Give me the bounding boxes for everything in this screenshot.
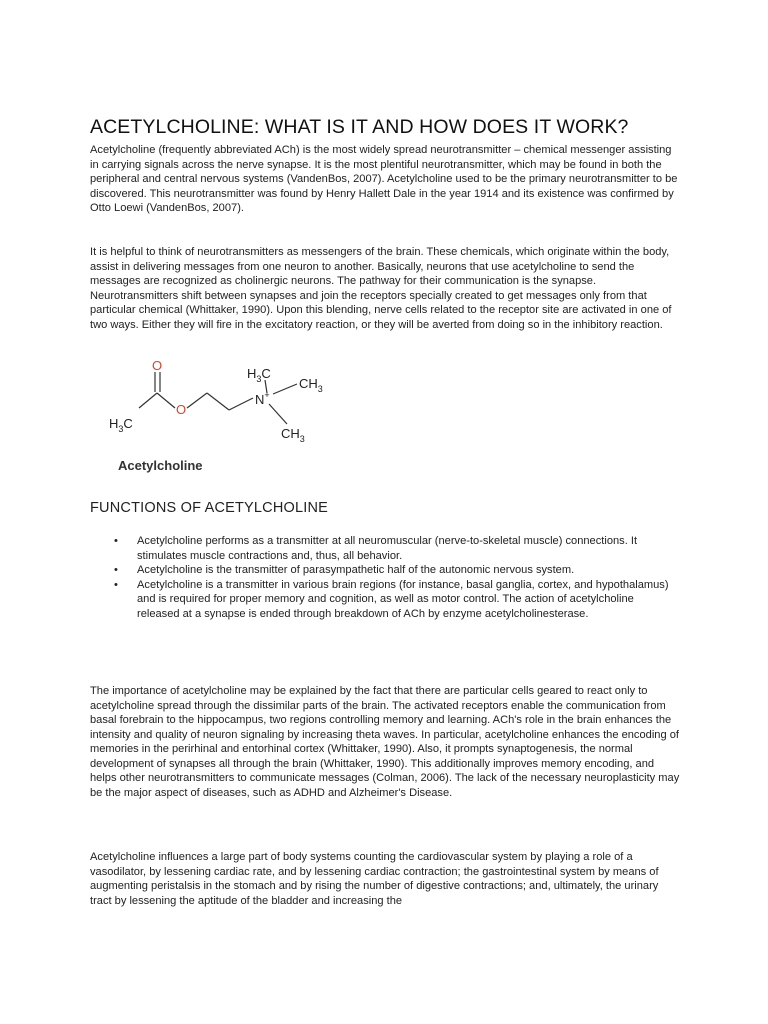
methyl-bottom-label: $CH_3$ <box>281 426 305 444</box>
bond-n-methyl-right <box>273 384 297 394</box>
bond-n-methyl-bottom <box>269 404 287 424</box>
list-item: • Acetylcholine is the transmitter of parasympathetic half of the autonomic nervous system. <box>114 564 575 576</box>
bond-ch2-nitrogen <box>229 398 253 410</box>
methyl-left-label: $H_3C$ <box>109 416 133 434</box>
oxygen-carbonyl-label: O <box>151 358 163 373</box>
oxygen-ester-label: O <box>175 402 187 417</box>
bond-carbon-oxygen <box>157 393 175 408</box>
page-title: ACETYLCHOLINE: WHAT IS IT AND HOW DOES IT WORK? <box>90 116 629 138</box>
list-item: • Acetylcholine is a transmitter in various brain regions (for instance, basal ganglia, cortex, and hypothalamus) and is required for proper memory and cognition, as well as motor control. The action of acetylcholine released at a synapse is ended through breakdown of ACh by enzyme acetylcholinesterase. <box>114 578 669 620</box>
figure-caption: Acetylcholine <box>118 458 203 473</box>
functions-list <box>114 534 674 621</box>
bond-ch2-ch2 <box>207 393 229 410</box>
paragraph-intro: Acetylcholine (frequently abbreviated ACh) is the most widely spread neurotransmitter – chemical messenger assisting in carrying signals across the nerve synapse. It is the most plentiful neurotransmitter, which may be found in both the peripheral and central nervous systems (VandenBos, 2007). Acetylcholine used to be the primary neurotransmitter to be discovered. This neurotransmitter was found by Henry Hallett Dale in the year 1914 and its existence was confirmed by Otto Loewi (VandenBos, 2007). <box>90 144 678 214</box>
list-item: • Acetylcholine performs as a transmitter at all neuromuscular (nerve-to-skeletal muscle) connections. It stimulates muscle contractions and, thus, all behavior. <box>114 535 638 562</box>
bullet-icon: • <box>114 535 118 547</box>
bond-oxygen-ch2 <box>187 393 207 408</box>
methyl-top-label: $H_3C$ <box>247 366 271 384</box>
nitrogen-label: N+ <box>255 390 270 407</box>
paragraph-importance: The importance of acetylcholine may be explained by the fact that there are particular cells geared to react only to acetylcholine spread through the dissimilar parts of the brain. The activated receptors enable the communication from basal forebrain to the hippocampus, two regions controlling memory and learning. ACh's role in the brain enhances the intensity and quality of neuron signaling by increasing theta waves. In particular, acetylcholine enhances the encoding of memories in the perirhinal and entorhinal cortex (Whittaker, 1990). Also, it prompts synaptogenesis, the normal development of synapses all through the brain (Whittaker, 1990). This additionally improves memory encoding, and helps other neurotransmitters to communicate messages (Colman, 2006). The lack of the necessary neuroplasticity may be the major aspect of diseases, such as ADHD and Alzheimer's Disease. <box>90 685 680 799</box>
bullet-icon: • <box>114 578 118 591</box>
functions-heading: FUNCTIONS OF ACETYLCHOLINE <box>90 500 329 516</box>
atom-methyl-left-data: H3C <box>1 258 4 259</box>
methyl-right-label: $CH_3$ <box>299 376 323 394</box>
paragraph-messengers: It is helpful to think of neurotransmitters as messengers of the brain. These chemicals, which originate within the body, assist in delivering messages from one neuron to another. Basically, neurons that use acetylcholine to send the messages are recognized as cholinergic neurons. The pathway for their communication is the synapse. Neurotransmitters shift between synapses and join the receptors specially created to get messages only from that particular chemical (Whittaker, 1990). Upon this blending, nerve cells related to the receptor site are activated in one of two ways. Either they will fire in the excitatory reaction, or they will be averted from doing so in the inhibitory reaction. <box>90 246 672 331</box>
molecule-bonds <box>139 372 297 424</box>
bullet-icon: • <box>114 564 118 576</box>
bond-methyl-carbon <box>139 393 157 408</box>
paragraph-systems: Acetylcholine influences a large part of body systems counting the cardiovascular system by playing a role of a vasodilator, by lessening cardiac rate, and by lessening cardiac contraction; the gastrointestinal system by means of augmenting peristalsis in the stomach and by rising the number of digestive contractions; and, ultimately, the urinary tract by lessening the aptitude of the bladder and increasing the <box>90 851 659 907</box>
